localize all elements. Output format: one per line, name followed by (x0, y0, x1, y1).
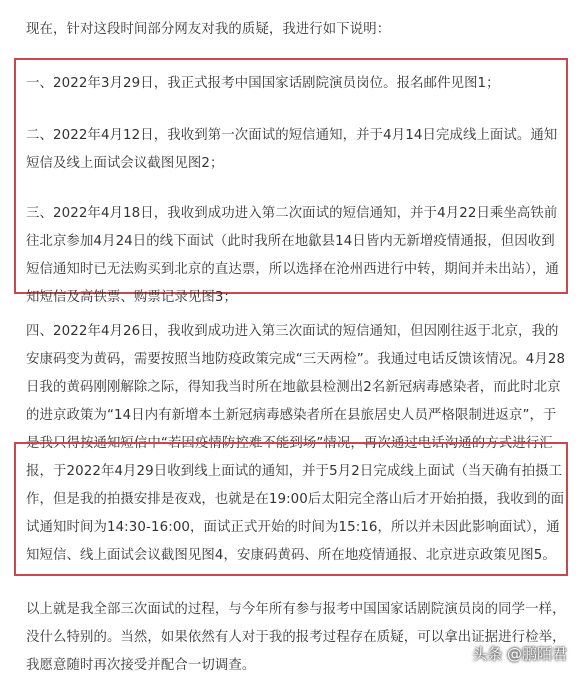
highlight-box-bottom (14, 442, 568, 576)
section-4-paragraph: 四、2022年4月26日，我收到成功进入第三次面试的短信通知，但因刚往返于北京，我的安康码变为黄码，需要按照当地防疫政策完成“三天两检”。我通过电话反馈该情况。4月28日我的黄码刚刚解除之际，得知我当时所在地歙县检测出2名新冠病毒感染者，而此时北京的进京政策为“14日内有新增本土新冠病毒感染者所在县旅居史人员严格限制进返京”，于是我只得按通知短信中“若因疫情防控难不能到场”情况，再次通过电话沟通的方式进行汇报，于2022年4月29日收到线上面试的通知，并于5月2日完成线上面试（当天确有拍摄工作，但是我的拍摄安排是夜戏，也就是在19:00后太阳完全落山后才开始拍摄，我收到的面试通知时间为14:30-16:00，面试正式开始的时间为15:16，所以并未因此影响面试），通知短信、线上面试会议截图见图4，安康码黄码、所在地疫情通报、北京进京政策见图5。 (26, 324, 566, 563)
intro-paragraph: 现在，针对这段时间部分网友对我的质疑，我进行如下说明： (26, 22, 391, 37)
section-2-paragraph: 二、2022年4月12日，我收到第一次面试的短信通知，并于4月14日完成线上面试。通知短信及线上面试会议截图见图2； (26, 128, 558, 171)
section-1-paragraph: 一、2022年3月29日，我正式报考中国国家话剧院演员岗位。报名邮件见图1； (26, 76, 500, 91)
outro-paragraph: 以上就是我全部三次面试的过程，与今年所有参与报考中国国家话剧院演员岗的同学一样，没什么特别的。当然，如果依然有人对于我的报考过程存在质疑，可以拿出证据进行检举，我愿意随时再次接受并配合一切调查。 (26, 602, 566, 673)
section-3-paragraph: 三、2022年4月18日，我收到成功进入第二次面试的短信通知，并于4月22日乘坐高铁前往北京参加4月24日的线下面试（此时我所在地歙县14日皆内无新增疫情通报，但因收到短信通知时已无法购买到北京的直达票，所以选择在沧州西进行中转，期间并未出站），通知短信及高铁票、购票记录见图3； (26, 206, 559, 305)
watermark: 头条 @鹏陌君 (472, 645, 567, 663)
